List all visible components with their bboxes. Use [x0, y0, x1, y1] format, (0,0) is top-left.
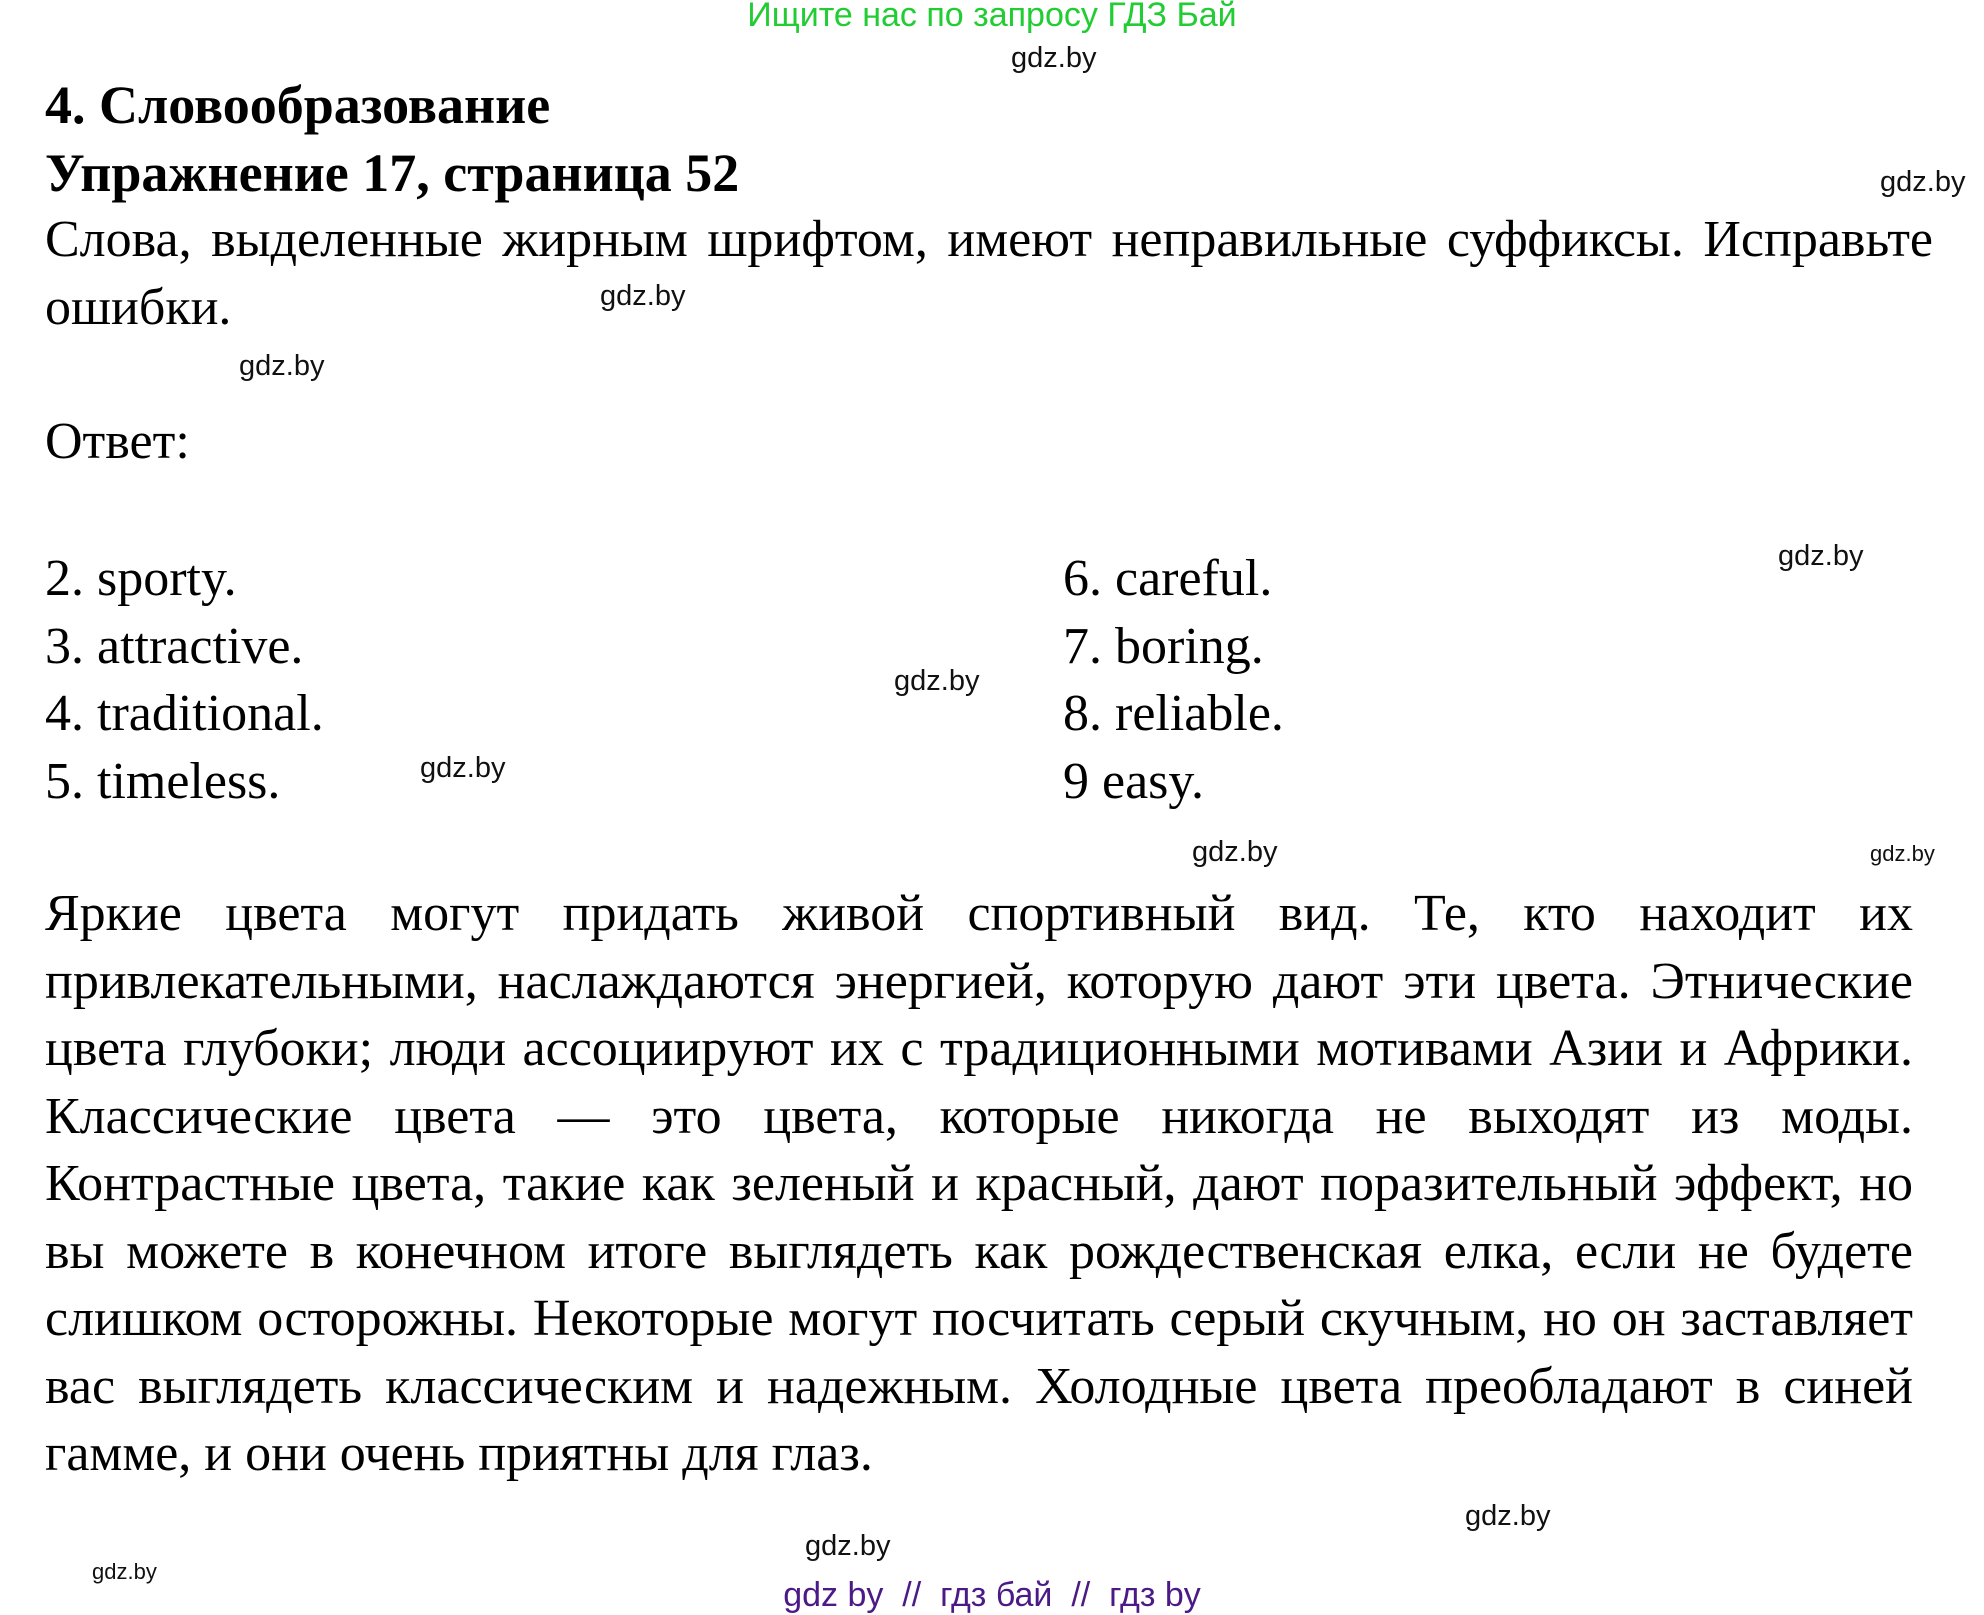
answer-item: 7. boring. — [1063, 617, 1264, 675]
answers-right-column — [1063, 545, 1284, 815]
watermark: gdz.by — [1778, 540, 1864, 572]
watermark: gdz.by — [1465, 1500, 1551, 1532]
watermark: gdz.by — [1192, 836, 1278, 868]
search-banner: Ищите нас по запросу ГДЗ Бай — [747, 0, 1237, 34]
watermark: gdz.by — [239, 350, 325, 382]
answer-item: 5. timeless. — [45, 752, 281, 810]
answer-item: 2. sporty. — [45, 550, 237, 607]
watermark: gdz.by — [1880, 166, 1966, 198]
answer-label: Ответ: — [45, 413, 190, 470]
watermark: gdz.by — [805, 1530, 891, 1562]
answer-item: 3. attractive. — [45, 617, 304, 675]
translation-text: Яркие цвета могут придать живой спортивный вид. Те, кто находит их привлекательными, наслаждаются энергией, которую дают эти цвета. Этнические цвета глубоки; люди ассоциируют их с традиционными мотивами Азии и Африки. Классические цвета — это цвета, которые никогда не выходят из моды. Контрастные цвета, такие как зеленый и красный, дают поразительный эффект, но вы можете в конечном итоге выглядеть как рождественская елка, если не будете слишком осторожны. Некоторые могут посчитать серый скучным, но он заставляет вас выглядеть классическим и надежным. Холодные цвета преобладают в синей гамме, и они очень приятны для глаз. — [45, 885, 1913, 1482]
watermark: gdz.by — [1011, 42, 1097, 74]
watermark: gdz.by — [894, 665, 980, 697]
answer-item: 6. careful. — [1063, 550, 1273, 607]
watermark: gdz.by — [600, 280, 686, 312]
watermark: gdz.by — [420, 752, 506, 784]
answer-item: 9 easy. — [1063, 752, 1205, 810]
answer-item: 4. traditional. — [45, 685, 324, 742]
instruction-text: Слова, выделенные жирным шрифтом, имеют неправильные суффиксы. Исправьте ошибки. — [45, 211, 1933, 336]
watermark: gdz.by — [1870, 841, 1935, 866]
exercise-title: Упражнение 17, страница 52 — [45, 143, 740, 203]
footer-links: gdz by // гдз бай // гдз by — [783, 1576, 1201, 1614]
watermark: gdz.by — [92, 1559, 157, 1584]
section-title: 4. Словообразование — [45, 75, 551, 135]
answers-left-column — [45, 545, 324, 815]
answer-item: 8. reliable. — [1063, 685, 1284, 742]
